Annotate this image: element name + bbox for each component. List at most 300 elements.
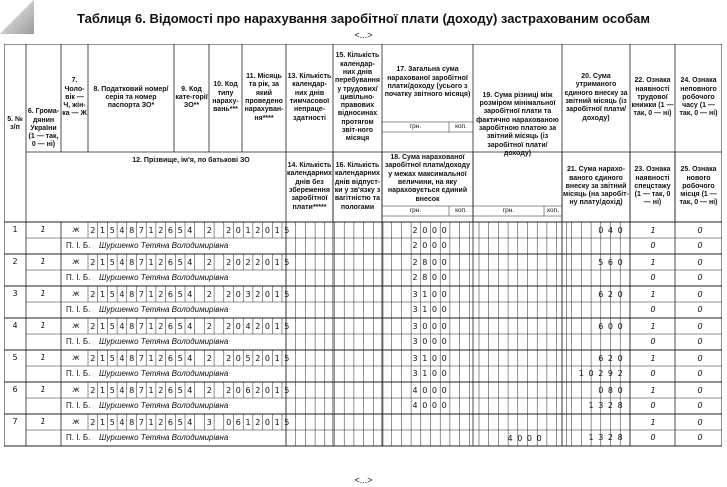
- accrued-contribution-digit: 2: [607, 401, 613, 410]
- period-digit: 1: [245, 418, 251, 427]
- capped-accrual-digit: 0: [422, 401, 428, 410]
- accrued-contribution-digit: 9: [607, 369, 613, 378]
- tax-digit: 1: [99, 322, 106, 331]
- period-digit: 2: [255, 418, 261, 427]
- tax-digit: 4: [119, 290, 125, 299]
- accrued-contribution-digit: 1: [588, 401, 594, 410]
- col-19-kop-label: коп.: [547, 206, 559, 214]
- workbook-flag: 1: [650, 418, 656, 427]
- total-accrual-digit: 0: [431, 386, 437, 395]
- withheld-contribution-digit: 0: [607, 322, 613, 331]
- period-digit: 5: [245, 354, 251, 363]
- total-accrual-digit: 1: [422, 290, 428, 299]
- accrued-contribution-digit: 2: [607, 433, 613, 442]
- category-code: 4: [187, 354, 193, 363]
- col-19-header: 19. Сума різниці між розміром мінімальної заробітної плати та фактично нарахованою заробітною платою за звітний місяць (із заробітної плати/доходу): [476, 91, 559, 157]
- accrual-type-code: 3: [206, 418, 212, 427]
- withheld-contribution-digit: 0: [617, 322, 623, 331]
- full-name: Шуршенко Тетяна Володимирівна: [99, 369, 229, 378]
- min-wage-diff-digit: 0: [517, 434, 523, 443]
- tax-digit: 2: [90, 322, 96, 331]
- period-digit: 2: [245, 258, 251, 267]
- capped-accrual-digit: 0: [441, 241, 447, 250]
- period-digit: 0: [264, 290, 270, 299]
- withheld-contribution-digit: 6: [598, 290, 604, 299]
- report-table: [4, 44, 722, 474]
- total-accrual-digit: 0: [431, 290, 437, 299]
- row-number: 7: [12, 417, 18, 426]
- total-accrual-digit: 0: [441, 226, 447, 235]
- tax-digit: 1: [99, 290, 106, 299]
- withheld-contribution-digit: 0: [598, 386, 604, 395]
- tax-digit: 1: [99, 354, 106, 363]
- ellipsis-top: <...>: [354, 30, 373, 40]
- new-workplace-flag: 0: [697, 241, 703, 250]
- col-7-header: 7. Чоло-вік — Ч, жін-ка — Ж: [62, 77, 87, 118]
- tax-digit: 5: [109, 290, 115, 299]
- tax-digit: 7: [138, 354, 144, 363]
- tax-digit: 4: [119, 418, 125, 427]
- accrued-contribution-digit: 8: [617, 433, 623, 442]
- accrued-contribution-digit: 3: [598, 433, 604, 442]
- period-digit: 1: [274, 418, 280, 427]
- sex-code: ж: [72, 385, 80, 394]
- tax-digit: 1: [99, 418, 106, 427]
- tax-digit: 7: [138, 226, 144, 235]
- col-9-header: 9. Код кате-горії ЗО**: [175, 85, 208, 110]
- tax-digit: 2: [158, 386, 164, 395]
- sex-code: ж: [72, 289, 80, 298]
- period-digit: 1: [274, 258, 280, 267]
- col-15-header: 15. Кількість календар-них днів перебування у трудових/ цивільно-правових відносинах протягом звіт-ного місяця: [335, 52, 380, 143]
- citizen-flag: 1: [40, 385, 46, 394]
- tax-digit: 6: [167, 322, 173, 331]
- tax-digit: 8: [129, 386, 135, 395]
- tax-digit: 6: [167, 258, 173, 267]
- special-service-flag: 0: [650, 337, 656, 346]
- period-digit: 2: [255, 226, 261, 235]
- total-accrual-digit: 0: [431, 354, 437, 363]
- accrual-type-code: 2: [206, 386, 212, 395]
- total-accrual-digit: 0: [431, 226, 437, 235]
- tax-digit: 1: [99, 258, 106, 267]
- sex-code: ж: [72, 257, 80, 266]
- col-20-header: 20. Сума утриманого єдиного внеску за звітний місяць (із заробітної плати/ доходу): [564, 73, 628, 122]
- workbook-flag: 1: [650, 354, 656, 363]
- total-accrual-digit: 0: [431, 322, 437, 331]
- tax-digit: 1: [148, 386, 154, 395]
- special-service-flag: 0: [650, 305, 656, 314]
- sex-code: ж: [72, 321, 80, 330]
- new-workplace-flag: 0: [697, 273, 703, 282]
- tax-digit: 5: [109, 258, 115, 267]
- capped-accrual-digit: 0: [441, 305, 447, 314]
- total-accrual-digit: 0: [441, 290, 447, 299]
- tax-digit: 2: [158, 354, 164, 363]
- category-code: 4: [187, 290, 193, 299]
- col-22-header: 22. Ознака наявності трудової книжки (1 — так, 0 — ні): [631, 77, 674, 118]
- accrual-flag: 2: [226, 290, 232, 299]
- accrual-flag: 2: [226, 386, 232, 395]
- sex-code: ж: [72, 417, 80, 426]
- tax-digit: 5: [177, 226, 183, 235]
- capped-accrual-digit: 0: [441, 337, 447, 346]
- capped-accrual-digit: 0: [431, 305, 437, 314]
- capped-accrual-digit: 0: [422, 337, 428, 346]
- capped-accrual-digit: 3: [412, 369, 418, 378]
- full-name: Шуршенко Тетяна Володимирівна: [99, 305, 229, 314]
- period-digit: 2: [255, 258, 261, 267]
- tax-digit: 5: [177, 386, 183, 395]
- sex-code: ж: [72, 225, 80, 234]
- period-digit: 6: [245, 386, 251, 395]
- new-workplace-flag: 0: [697, 433, 703, 442]
- row-number: 4: [12, 321, 18, 330]
- period-digit: 2: [255, 354, 261, 363]
- capped-accrual-digit: 1: [422, 369, 428, 378]
- col-10-header: 10. Код типу нараху-вань***: [212, 81, 239, 114]
- tax-digit: 1: [99, 386, 106, 395]
- row-number: 1: [12, 225, 18, 234]
- row-number: 2: [12, 257, 18, 266]
- tax-digit: 5: [109, 418, 115, 427]
- period-digit: 2: [255, 322, 261, 331]
- part-time-flag: 0: [697, 290, 703, 299]
- period-digit: 0: [264, 258, 270, 267]
- total-accrual-digit: 0: [422, 386, 428, 395]
- tax-digit: 6: [167, 386, 173, 395]
- tax-digit: 8: [129, 322, 135, 331]
- tax-digit: 2: [90, 258, 96, 267]
- tax-digit: 7: [138, 290, 144, 299]
- new-workplace-flag: 0: [697, 337, 703, 346]
- full-name: Шуршенко Тетяна Володимирівна: [99, 337, 229, 346]
- capped-accrual-digit: 4: [412, 401, 418, 410]
- accrual-flag: 2: [226, 226, 232, 235]
- tax-digit: 1: [148, 322, 154, 331]
- special-service-flag: 0: [650, 369, 656, 378]
- name-label: П. І. Б.: [66, 433, 91, 442]
- accrued-contribution-digit: 3: [598, 401, 604, 410]
- special-service-flag: 0: [650, 433, 656, 442]
- period-digit: 4: [245, 322, 251, 331]
- tax-digit: 5: [109, 226, 115, 235]
- ellipsis-bottom: <...>: [354, 475, 373, 485]
- new-workplace-flag: 0: [697, 369, 703, 378]
- period-digit: 0: [264, 418, 270, 427]
- period-digit: 5: [284, 290, 290, 299]
- new-workplace-flag: 0: [697, 305, 703, 314]
- tax-digit: 7: [138, 418, 144, 427]
- col-13-header: 13. Кількість календар-них днів тимчасової непраце-здатності: [287, 73, 332, 122]
- accrual-flag: 2: [226, 354, 232, 363]
- capped-accrual-digit: 0: [431, 337, 437, 346]
- citizen-flag: 1: [40, 417, 46, 426]
- accrued-contribution-digit: 1: [588, 433, 594, 442]
- withheld-contribution-digit: 0: [617, 290, 623, 299]
- col-17-grn-label: грн.: [409, 122, 422, 130]
- total-accrual-digit: 0: [422, 226, 428, 235]
- total-accrual-digit: 3: [412, 322, 418, 331]
- capped-accrual-digit: 3: [412, 337, 418, 346]
- accrual-flag: 2: [226, 258, 232, 267]
- workbook-flag: 1: [650, 258, 656, 267]
- tax-digit: 2: [90, 386, 96, 395]
- period-digit: 1: [245, 226, 251, 235]
- tax-digit: 8: [129, 258, 135, 267]
- special-service-flag: 0: [650, 241, 656, 250]
- full-name: Шуршенко Тетяна Володимирівна: [99, 273, 229, 282]
- period-digit: 5: [284, 226, 290, 235]
- tax-digit: 4: [119, 226, 125, 235]
- tax-digit: 5: [177, 322, 183, 331]
- part-time-flag: 0: [697, 226, 703, 235]
- period-digit: 2: [255, 290, 261, 299]
- col-8-header: 8. Податковий номер/ серія та номер паспорта ЗО*: [93, 85, 169, 110]
- col-18-kop-label: коп.: [455, 206, 467, 214]
- capped-accrual-digit: 0: [441, 401, 447, 410]
- tax-digit: 5: [177, 354, 183, 363]
- capped-accrual-digit: 0: [431, 241, 437, 250]
- total-accrual-digit: 8: [422, 258, 428, 267]
- total-accrual-digit: 0: [441, 322, 447, 331]
- accrued-contribution-digit: 0: [588, 369, 594, 378]
- category-code: 4: [187, 418, 193, 427]
- min-wage-diff-digit: 0: [536, 434, 542, 443]
- tax-digit: 2: [158, 290, 164, 299]
- tax-digit: 1: [148, 258, 154, 267]
- tax-digit: 2: [90, 354, 96, 363]
- full-name: Шуршенко Тетяна Володимирівна: [99, 241, 229, 250]
- total-accrual-digit: 4: [412, 386, 418, 395]
- period-digit: 1: [274, 386, 280, 395]
- accrual-type-code: 2: [206, 290, 212, 299]
- col-5-header: 5. № з/п: [7, 115, 23, 131]
- name-label: П. І. Б.: [66, 369, 91, 378]
- row-number: 5: [12, 353, 18, 362]
- part-time-flag: 0: [697, 322, 703, 331]
- tax-digit: 2: [158, 258, 164, 267]
- tax-digit: 8: [129, 418, 135, 427]
- workbook-flag: 1: [650, 386, 656, 395]
- tax-digit: 1: [148, 354, 154, 363]
- capped-accrual-digit: 0: [441, 369, 447, 378]
- row-number: 3: [12, 289, 18, 298]
- tax-digit: 8: [129, 354, 135, 363]
- total-accrual-digit: 0: [441, 354, 447, 363]
- tax-digit: 4: [119, 354, 125, 363]
- tax-digit: 5: [109, 354, 115, 363]
- withheld-contribution-digit: 2: [607, 354, 613, 363]
- col-23-header: 23. Ознака наявності спецстажу (1 — так, 0 — ні): [634, 166, 671, 207]
- tax-digit: 6: [167, 354, 173, 363]
- period-digit: 0: [264, 354, 270, 363]
- capped-accrual-digit: 8: [422, 273, 428, 282]
- withheld-contribution-digit: 5: [598, 258, 604, 267]
- withheld-contribution-digit: 0: [617, 354, 623, 363]
- period-digit: 1: [274, 322, 280, 331]
- withheld-contribution-digit: 2: [607, 290, 613, 299]
- total-accrual-digit: 0: [431, 258, 437, 267]
- withheld-contribution-digit: 0: [617, 386, 623, 395]
- accrued-contribution-digit: 1: [578, 369, 584, 378]
- category-code: 4: [187, 258, 193, 267]
- tax-digit: 2: [90, 418, 96, 427]
- name-label: П. І. Б.: [66, 241, 91, 250]
- part-time-flag: 0: [697, 258, 703, 267]
- accrual-flag: 0: [226, 418, 232, 427]
- total-accrual-digit: 2: [412, 258, 418, 267]
- tax-digit: 4: [119, 258, 125, 267]
- page-title: Таблиця 6. Відомості про нарахування заробітної плати (доходу) застрахованим особам: [77, 11, 650, 26]
- period-digit: 0: [264, 322, 270, 331]
- sex-code: ж: [72, 353, 80, 362]
- tax-digit: 8: [129, 226, 135, 235]
- tax-digit: 7: [138, 322, 144, 331]
- accrual-flag: 2: [226, 322, 232, 331]
- capped-accrual-digit: 3: [412, 305, 418, 314]
- tax-digit: 2: [158, 226, 164, 235]
- withheld-contribution-digit: 4: [607, 226, 613, 235]
- workbook-flag: 1: [650, 226, 656, 235]
- period-digit: 1: [274, 354, 280, 363]
- period-digit: 0: [264, 386, 270, 395]
- min-wage-diff-digit: 0: [526, 434, 532, 443]
- total-accrual-digit: 0: [441, 386, 447, 395]
- tax-digit: 6: [167, 226, 173, 235]
- name-label: П. І. Б.: [66, 273, 91, 282]
- tax-digit: 1: [148, 418, 154, 427]
- withheld-contribution-digit: 0: [617, 226, 623, 235]
- citizen-flag: 1: [40, 225, 46, 234]
- part-time-flag: 0: [697, 418, 703, 427]
- accrued-contribution-digit: 2: [598, 369, 604, 378]
- tax-digit: 2: [158, 322, 164, 331]
- capped-accrual-digit: 2: [412, 241, 418, 250]
- tax-digit: 8: [129, 290, 135, 299]
- col-18-grn-label: грн.: [409, 206, 422, 214]
- tax-digit: 4: [119, 386, 125, 395]
- withheld-contribution-digit: 6: [598, 322, 604, 331]
- period-digit: 0: [235, 322, 241, 331]
- tax-digit: 5: [177, 258, 183, 267]
- col-19-grn-label: грн.: [502, 206, 515, 214]
- min-wage-diff-digit: 4: [507, 434, 513, 443]
- workbook-flag: 1: [650, 322, 656, 331]
- period-digit: 2: [255, 386, 261, 395]
- capped-accrual-digit: 0: [422, 241, 428, 250]
- tax-digit: 1: [148, 290, 154, 299]
- period-digit: 1: [274, 290, 280, 299]
- total-accrual-digit: 0: [441, 258, 447, 267]
- tax-digit: 6: [167, 290, 173, 299]
- tax-digit: 5: [109, 322, 115, 331]
- tax-digit: 1: [99, 226, 106, 235]
- withheld-contribution-digit: 6: [607, 258, 613, 267]
- period-digit: 0: [235, 290, 241, 299]
- withheld-contribution-digit: 8: [607, 386, 613, 395]
- accrued-contribution-digit: 2: [617, 369, 623, 378]
- period-digit: 1: [274, 226, 280, 235]
- capped-accrual-digit: 0: [431, 273, 437, 282]
- name-label: П. І. Б.: [66, 305, 91, 314]
- accrual-type-code: 2: [206, 258, 212, 267]
- period-digit: 0: [235, 354, 241, 363]
- col-11-header: 11. Місяць та рік, за який проведено нарахуван-ня****: [244, 73, 284, 122]
- citizen-flag: 1: [40, 353, 46, 362]
- citizen-flag: 1: [40, 289, 46, 298]
- total-accrual-digit: 3: [412, 354, 418, 363]
- row-number: 6: [12, 385, 18, 394]
- full-name: Шуршенко Тетяна Володимирівна: [99, 433, 229, 442]
- col-25-header: 25. Ознака нового робочого місця (1 — так, 0 — ні): [679, 166, 718, 207]
- accrued-contribution-digit: 8: [617, 401, 623, 410]
- period-digit: 0: [235, 386, 241, 395]
- tax-digit: 6: [167, 418, 173, 427]
- category-code: 4: [187, 322, 193, 331]
- total-accrual-digit: 3: [412, 290, 418, 299]
- period-digit: 3: [245, 290, 251, 299]
- workbook-flag: 1: [650, 290, 656, 299]
- name-label: П. І. Б.: [66, 401, 91, 410]
- tax-digit: 5: [109, 386, 115, 395]
- accrual-type-code: 2: [206, 322, 212, 331]
- period-digit: 0: [264, 226, 270, 235]
- capped-accrual-digit: 0: [441, 273, 447, 282]
- col-24-header: 24. Ознака неповного робочого часу (1 — так, 0 — ні): [679, 77, 718, 118]
- capped-accrual-digit: 0: [431, 369, 437, 378]
- total-accrual-digit: 2: [412, 226, 418, 235]
- period-digit: 5: [284, 354, 290, 363]
- tax-digit: 2: [90, 290, 96, 299]
- category-code: 4: [187, 386, 193, 395]
- period-digit: 5: [284, 418, 290, 427]
- tax-digit: 5: [177, 418, 183, 427]
- name-label: П. І. Б.: [66, 337, 91, 346]
- period-digit: 6: [235, 418, 241, 427]
- accrual-type-code: 2: [206, 226, 212, 235]
- period-digit: 0: [235, 226, 241, 235]
- citizen-flag: 1: [40, 257, 46, 266]
- col-16-header: 16. Кількість календарних днів відпуст-ки у зв'язку з вагітністю та пологами: [334, 162, 381, 211]
- accrual-type-code: 2: [206, 354, 212, 363]
- withheld-contribution-digit: 0: [617, 258, 623, 267]
- capped-accrual-digit: 0: [431, 401, 437, 410]
- part-time-flag: 0: [697, 354, 703, 363]
- withheld-contribution-digit: 6: [598, 354, 604, 363]
- capped-accrual-digit: 2: [412, 273, 418, 282]
- tax-digit: 1: [148, 226, 154, 235]
- total-accrual-digit: 0: [422, 322, 428, 331]
- total-accrual-digit: 1: [422, 354, 428, 363]
- tax-digit: 5: [177, 290, 183, 299]
- period-digit: 5: [284, 322, 290, 331]
- col-17-header: 17. Загальна сума нарахованої заробітної плати/доходу (усього з початку звітного місяця): [384, 66, 471, 99]
- col-17-kop-label: коп.: [455, 122, 467, 130]
- period-digit: 5: [284, 258, 290, 267]
- capped-accrual-digit: 1: [422, 305, 428, 314]
- col-6-header: 6. Грома-дянин України (1 — так, 0 — ні): [27, 108, 60, 149]
- special-service-flag: 0: [650, 401, 656, 410]
- tax-digit: 7: [138, 258, 144, 267]
- tax-digit: 2: [90, 226, 96, 235]
- col-12-header: 12. Прізвище, ім'я, по батькові ЗО: [132, 156, 250, 164]
- col-18-header: 18. Сума нарахованої заробітної плати/доходу у межах максимальної величини, на яку нараховується єдиний внесок: [384, 154, 471, 203]
- col-14-header: 14. Кількість календарних днів без збереження заробітної плати*****: [287, 162, 332, 211]
- tax-digit: 4: [119, 322, 125, 331]
- special-service-flag: 0: [650, 273, 656, 282]
- period-digit: 5: [284, 386, 290, 395]
